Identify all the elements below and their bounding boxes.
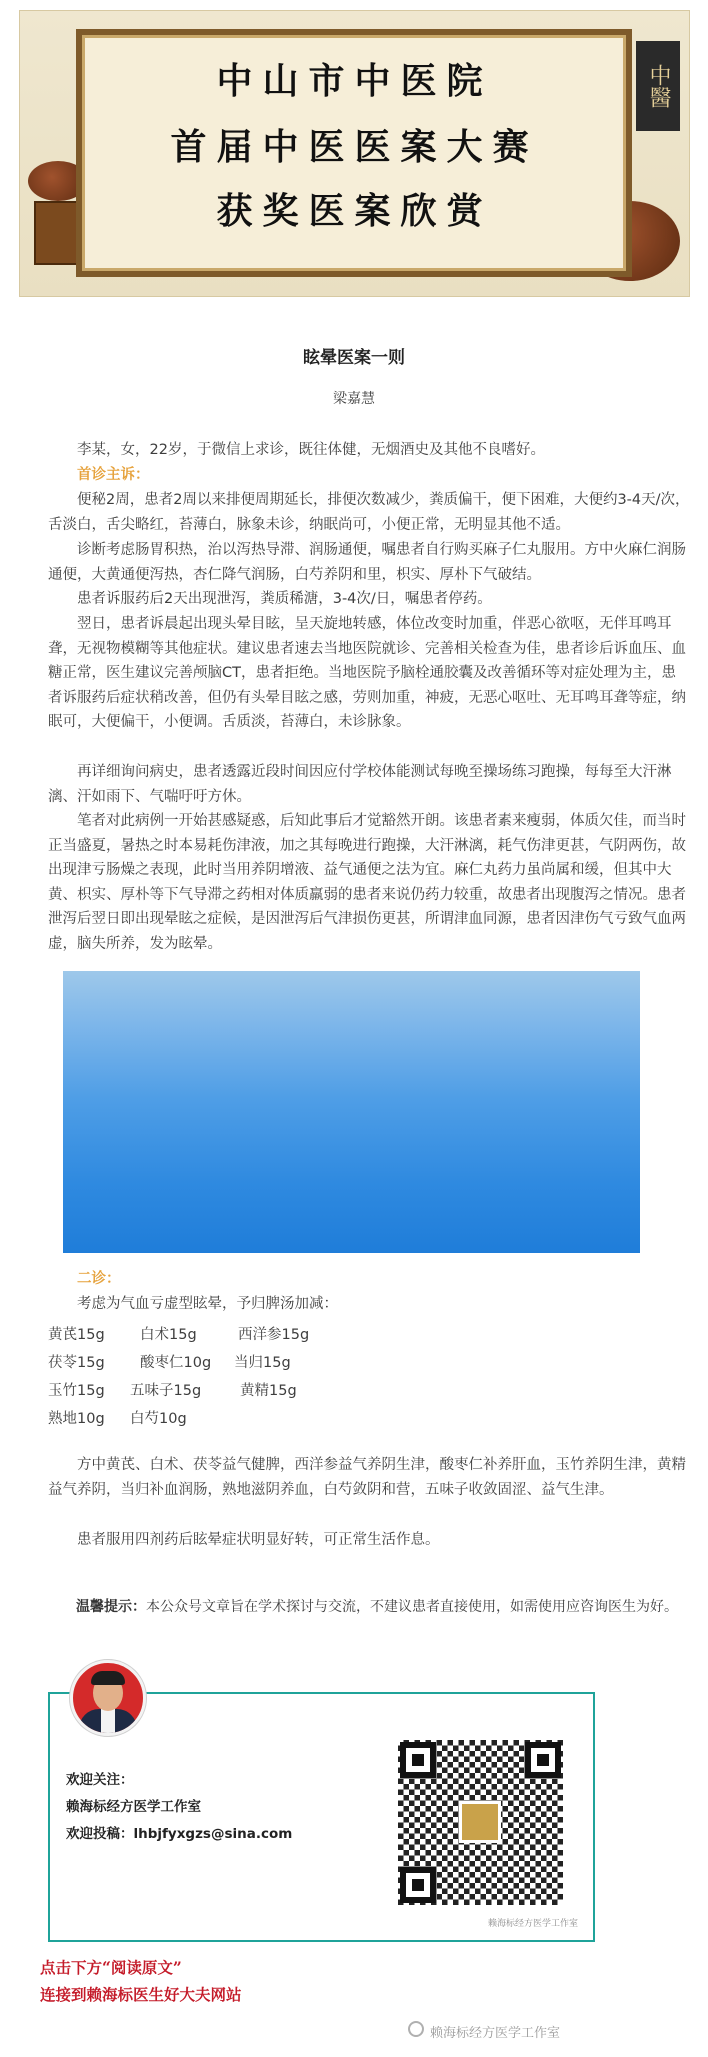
account-watermark: 赖海标经方医学工作室	[430, 2026, 561, 2041]
paragraph-history: 再详细询问病史，患者透露近段时间因应付学校体能测试每晚至操场练习跑操，每每至大汗淋漓、汗如雨下、气喘吁吁方休。	[48, 764, 672, 805]
herb-item: 白芍10g	[130, 1411, 187, 1427]
banner-title-showcase: 获奖医案欣赏	[216, 190, 493, 232]
doctor-avatar	[70, 1660, 146, 1736]
avatar-shirt	[101, 1709, 115, 1733]
herb-item: 白术15g	[140, 1327, 197, 1343]
article-title: 眩晕医案一则	[303, 348, 405, 368]
paragraph-prescription: 考虑为气血亏虚型眩晕，予归脾汤加减：	[77, 1296, 338, 1312]
qr-finder-bottom-left	[400, 1867, 436, 1903]
stamp-decoration: 中醫	[636, 41, 680, 131]
avatar-hair	[91, 1671, 125, 1685]
tip-text: 本公众号文章旨在学术探讨与交流，不建议患者直接使用，如需使用应咨询医生为好。	[146, 1599, 678, 1615]
herb-item: 当归15g	[234, 1355, 291, 1371]
banner-title-contest: 首届中医医案大赛	[170, 126, 539, 168]
header-banner	[19, 10, 690, 297]
read-original-prompt[interactable]: 点击下方“阅读原文”	[40, 1958, 182, 1977]
submission-label-text: 欢迎投稿：	[66, 1826, 134, 1842]
paragraph-dizziness: 翌日，患者诉晨起出现头晕目眩，呈天旋地转感，体位改变时加重，伴恶心欲呕，无伴耳鸣耳聋，无视物模糊等其他症状。建议患者速去当地医院就诊、完善相关检查为佳，患者诊后诉血压、血糖正常，医生建议完善颅脑CT，患者拒绝。当地医院予脑栓通胶囊及改善循环等对症处理为主，患者诉服药后症状稍改善，但仍有头晕目眩之感，劳则加重，神疲，无恶心呕吐、无耳鸣耳聋等症，纳眠可，大便偏干，小便调。舌质淡，苔薄白，未诊脉象。	[48, 616, 686, 731]
paragraph-diarrhea: 患者诉服药后2天出现泄泻，粪质稀溏，3-4次/日，嘱患者停药。	[77, 591, 492, 607]
submission-email[interactable]: lhbjfyxgzs@sina.com	[133, 1826, 293, 1842]
submission-label	[66, 1822, 292, 1842]
wechat-watermark-icon	[408, 2021, 424, 2037]
herb-item: 西洋参15g	[238, 1327, 310, 1343]
paragraph-outcome: 患者服用四剂药后眩晕症状明显好转，可正常生活作息。	[77, 1532, 440, 1548]
qr-finder-top-right	[525, 1742, 561, 1778]
herb-item: 熟地10g	[48, 1411, 105, 1427]
label-first-visit: 首诊主诉：	[77, 467, 150, 483]
qr-finder-top-left	[400, 1742, 436, 1778]
herb-item: 茯苓15g	[48, 1355, 105, 1371]
sea-photo	[63, 971, 640, 1253]
qr-logo	[459, 1801, 501, 1843]
studio-name: 赖海标经方医学工作室	[66, 1799, 201, 1815]
qr-code[interactable]	[398, 1740, 563, 1905]
banner-title-hospital: 中山市中医院	[216, 60, 493, 102]
paragraph-analysis: 笔者对此病例一开始甚感疑惑，后知此事后才觉豁然开朗。该患者素来瘦弱，体质欠佳，而当时正当盛夏，暑热之时本易耗伤津液，加之其每晚进行跑操，大汗淋漓，耗气伤津更甚，气阴两伤，故出现津亏肠燥之表现，此时当用养阴增液、益气通便之法为宜。麻仁丸药力虽尚属和缓，但其中大黄、枳实、厚朴等下气导滞之药相对体质羸弱的患者来说仍药力较重，故患者出现腹泻之情况。患者泄泻后翌日即出现晕眩之症候，是因泄泻后气津损伤更甚，所谓津血同源，患者因津伤气亏致气血两虚，脑失所养，发为眩晕。	[48, 813, 686, 952]
label-second-visit: 二诊：	[77, 1271, 121, 1287]
tip-label: 温馨提示：	[76, 1599, 146, 1615]
paragraph-diagnosis: 诊断考虑肠胃积热，治以泻热导滞、润肠通便，嘱患者自行购买麻子仁丸服用。方中火麻仁润肠通便，大黄通便泻热，杏仁降气润肠，白芍养阴和里，枳实、厚朴下气破结。	[48, 542, 686, 583]
herb-item: 黄精15g	[240, 1383, 297, 1399]
herb-item: 酸枣仁10g	[140, 1355, 212, 1371]
article-author: 梁嘉慧	[333, 391, 375, 407]
welcome-follow-label: 欢迎关注：	[66, 1772, 134, 1788]
paragraph-herb-explanation: 方中黄芪、白术、茯苓益气健脾，西洋参益气养阴生津，酸枣仁补养肝血，玉竹养阴生津，黄精益气养阴，当归补血润肠，熟地滋阴养血，白芍敛阴和营，五味子收敛固涩、益气生津。	[48, 1457, 686, 1498]
herb-item: 黄芪15g	[48, 1327, 105, 1343]
website-link-prompt[interactable]: 连接到赖海标医生好大夫网站	[40, 1985, 242, 2004]
paragraph-complaint: 便秘2周，患者2周以来排便周期延长，排便次数减少，粪质偏干，便下困难，大便约3-4天/次，舌淡白，舌尖略红，苔薄白，脉象未诊，纳眠尚可，小便正常，无明显其他不适。	[48, 492, 690, 533]
paragraph-patient-info: 李某，女，22岁，于微信上求诊，既往体健，无烟酒史及其他不良嗜好。	[77, 442, 545, 458]
herb-item: 玉竹15g	[48, 1383, 105, 1399]
qr-caption: 赖海标经方医学工作室	[488, 1919, 579, 1929]
herb-item: 五味子15g	[130, 1383, 202, 1399]
disclaimer-tip	[48, 1596, 690, 1619]
